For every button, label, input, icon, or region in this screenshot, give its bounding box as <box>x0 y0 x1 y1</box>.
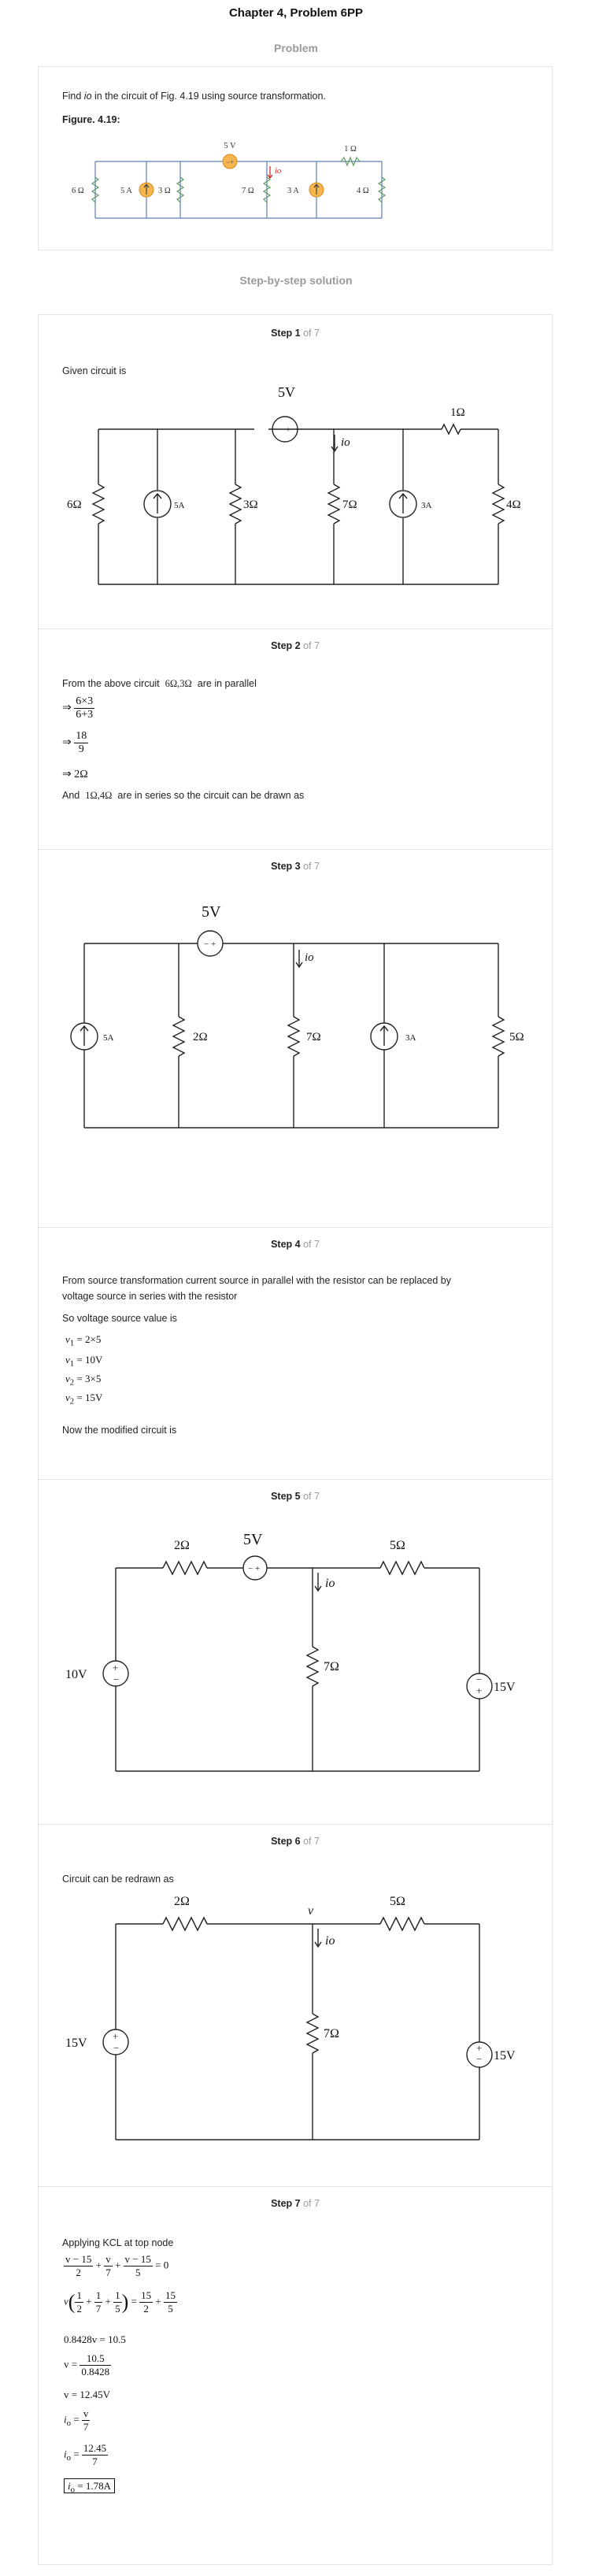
svg-text:10V: 10V <box>65 1668 87 1681</box>
step-4 <box>38 1228 553 1480</box>
svg-text:15V: 15V <box>494 2049 516 2063</box>
step-7-final-answer: $i_o = 1.78A$ <box>64 2480 115 2495</box>
svg-text:7Ω: 7Ω <box>324 2027 339 2040</box>
svg-text:− +: − + <box>248 1564 261 1573</box>
svg-text:−: − <box>476 2053 483 2065</box>
svg-text:7 Ω: 7 Ω <box>242 187 254 195</box>
svg-text:io: io <box>325 1934 335 1948</box>
svg-text:15V: 15V <box>494 1681 516 1694</box>
figure-label: Figure. 4.19: <box>62 114 120 125</box>
step-1-text: Given circuit is <box>62 365 127 376</box>
step-3-label: Step 3 of 7 <box>271 861 320 872</box>
step-2-label: Step 2 of 7 <box>271 640 320 651</box>
svg-text:5Ω: 5Ω <box>390 1539 405 1552</box>
svg-text:io: io <box>275 167 282 176</box>
svg-text:io: io <box>325 1577 335 1590</box>
svg-text:6 Ω: 6 Ω <box>72 187 84 195</box>
step-6-circuit <box>39 1825 552 2187</box>
step-5-label: Step 5 of 7 <box>271 1491 320 1502</box>
solution-heading: Step-by-step solution <box>239 274 353 287</box>
svg-text:15V: 15V <box>65 2037 87 2050</box>
step-2-line2: And 1Ω,4Ω are in series so the circuit can be drawn as <box>62 790 305 801</box>
svg-text:4Ω: 4Ω <box>506 499 521 511</box>
step-4-p1: From source transformation current source in parallel with the resistor can be replaced by <box>62 1275 451 1286</box>
svg-text:5Ω: 5Ω <box>390 1895 405 1908</box>
step-2-fraction-1: ⇒ $\frac{6\times 3}{6+3}$ <box>62 695 94 721</box>
step-4-eq4: $v_2 = 15V$ <box>65 1392 103 1407</box>
svg-text:5 A: 5 A <box>120 187 132 195</box>
svg-text:5A: 5A <box>103 1033 114 1043</box>
svg-text:5V: 5V <box>202 903 221 921</box>
svg-text:5V: 5V <box>278 384 295 400</box>
step-7-text: Applying KCL at top node <box>62 2237 174 2248</box>
step-7-io-substitution: $i_o$ = $\frac{12.45}{7}$ <box>64 2442 107 2467</box>
step-7 <box>38 2187 553 2565</box>
svg-text:5 V: 5 V <box>224 142 236 150</box>
step-2-line1: From the above circuit 6Ω,3Ω are in parallel <box>62 678 257 689</box>
svg-text:3A: 3A <box>421 501 432 510</box>
svg-text:5A: 5A <box>174 501 185 510</box>
step-4-eq1: $v_1 = 2\times 5$ <box>65 1333 102 1348</box>
step-4-eq3: $v_2 = 3\times 5$ <box>65 1373 102 1388</box>
svg-text:2Ω: 2Ω <box>174 1895 190 1908</box>
step-1-label: Step 1 of 7 <box>271 328 320 339</box>
svg-text:− +: − + <box>279 425 291 435</box>
svg-text:+: + <box>113 1662 119 1673</box>
svg-text:− +: − + <box>204 940 216 949</box>
svg-text:−+: −+ <box>225 158 235 166</box>
problem-statement: Find io in the circuit of Fig. 4.19 using source transformation. <box>62 91 326 102</box>
step-1 <box>38 314 553 629</box>
svg-text:3 Ω: 3 Ω <box>158 187 171 195</box>
step-3-circuit <box>39 850 552 1228</box>
step-7-v-value: v = 12.45V <box>64 2389 110 2400</box>
svg-text:3 A: 3 A <box>287 187 299 195</box>
svg-text:+: + <box>476 2042 483 2054</box>
step-7-v-fraction: v = $\frac{10.5}{0.8428}$ <box>64 2352 110 2378</box>
step-6-label: Step 6 of 7 <box>271 1836 320 1847</box>
svg-text:1 Ω: 1 Ω <box>344 145 357 154</box>
svg-text:6Ω: 6Ω <box>67 499 82 511</box>
svg-text:1Ω: 1Ω <box>450 406 465 419</box>
page-title: Chapter 4, Problem 6PP <box>228 6 364 20</box>
svg-text:+: + <box>113 2030 119 2042</box>
step-5-circuit <box>39 1480 552 1825</box>
step-4-label: Step 4 of 7 <box>271 1239 320 1250</box>
step-4-eq2: $v_1 = 10V$ <box>65 1354 103 1369</box>
svg-text:3Ω: 3Ω <box>243 499 258 511</box>
step-3 <box>38 850 553 1228</box>
svg-text:v: v <box>308 1904 314 1918</box>
svg-text:−: − <box>113 2042 120 2054</box>
step-5 <box>38 1480 553 1825</box>
svg-text:7Ω: 7Ω <box>324 1660 339 1673</box>
step-4-p2: voltage source in series with the resistor <box>62 1291 238 1302</box>
step-7-io-formula: $i_o$ = $\frac{v}{7}$ <box>64 2407 89 2433</box>
step-1-circuit <box>39 315 552 630</box>
step-4-p3: So voltage source value is <box>62 1313 177 1324</box>
step-7-simplified: 0.8428v = 10.5 <box>64 2333 126 2345</box>
step-6 <box>38 1825 553 2187</box>
svg-text:+: + <box>476 1685 483 1696</box>
svg-text:−: − <box>113 1673 120 1685</box>
figure-4-19 <box>39 67 552 251</box>
step-2 <box>38 629 553 850</box>
svg-text:7Ω: 7Ω <box>306 1031 321 1043</box>
svg-text:3A: 3A <box>405 1033 416 1043</box>
svg-text:5V: 5V <box>243 1531 263 1548</box>
svg-text:5Ω: 5Ω <box>509 1031 524 1043</box>
svg-text:4 Ω: 4 Ω <box>357 187 369 195</box>
step-7-kcl-equation: $\frac{v - 15}{2}$ + $\frac{v}{7}$ + $\frac{v - 15}{5}$ = 0 <box>65 2253 169 2278</box>
svg-text:io: io <box>341 436 350 449</box>
step-2-result: ⇒ 2Ω <box>62 769 88 780</box>
svg-text:−: − <box>476 1673 483 1685</box>
problem-box <box>38 66 553 250</box>
problem-heading: Problem <box>273 42 318 54</box>
svg-text:2Ω: 2Ω <box>193 1031 208 1043</box>
svg-text:7Ω: 7Ω <box>342 499 357 511</box>
step-7-label: Step 7 of 7 <box>271 2198 320 2209</box>
svg-text:2Ω: 2Ω <box>174 1539 190 1552</box>
step-2-fraction-2: ⇒ $\frac{18}{9}$ <box>62 730 87 755</box>
step-7-collected-equation: v( $\frac{1}{2}$ + $\frac{1}{7}$ + $\frac{1}{5}$ ) = $\frac{15}{2}$ + $\frac{15}{5}$ <box>64 2289 176 2315</box>
step-4-p4: Now the modified circuit is <box>62 1425 177 1436</box>
step-6-text: Circuit can be redrawn as <box>62 1874 174 1885</box>
svg-text:io: io <box>305 951 314 964</box>
